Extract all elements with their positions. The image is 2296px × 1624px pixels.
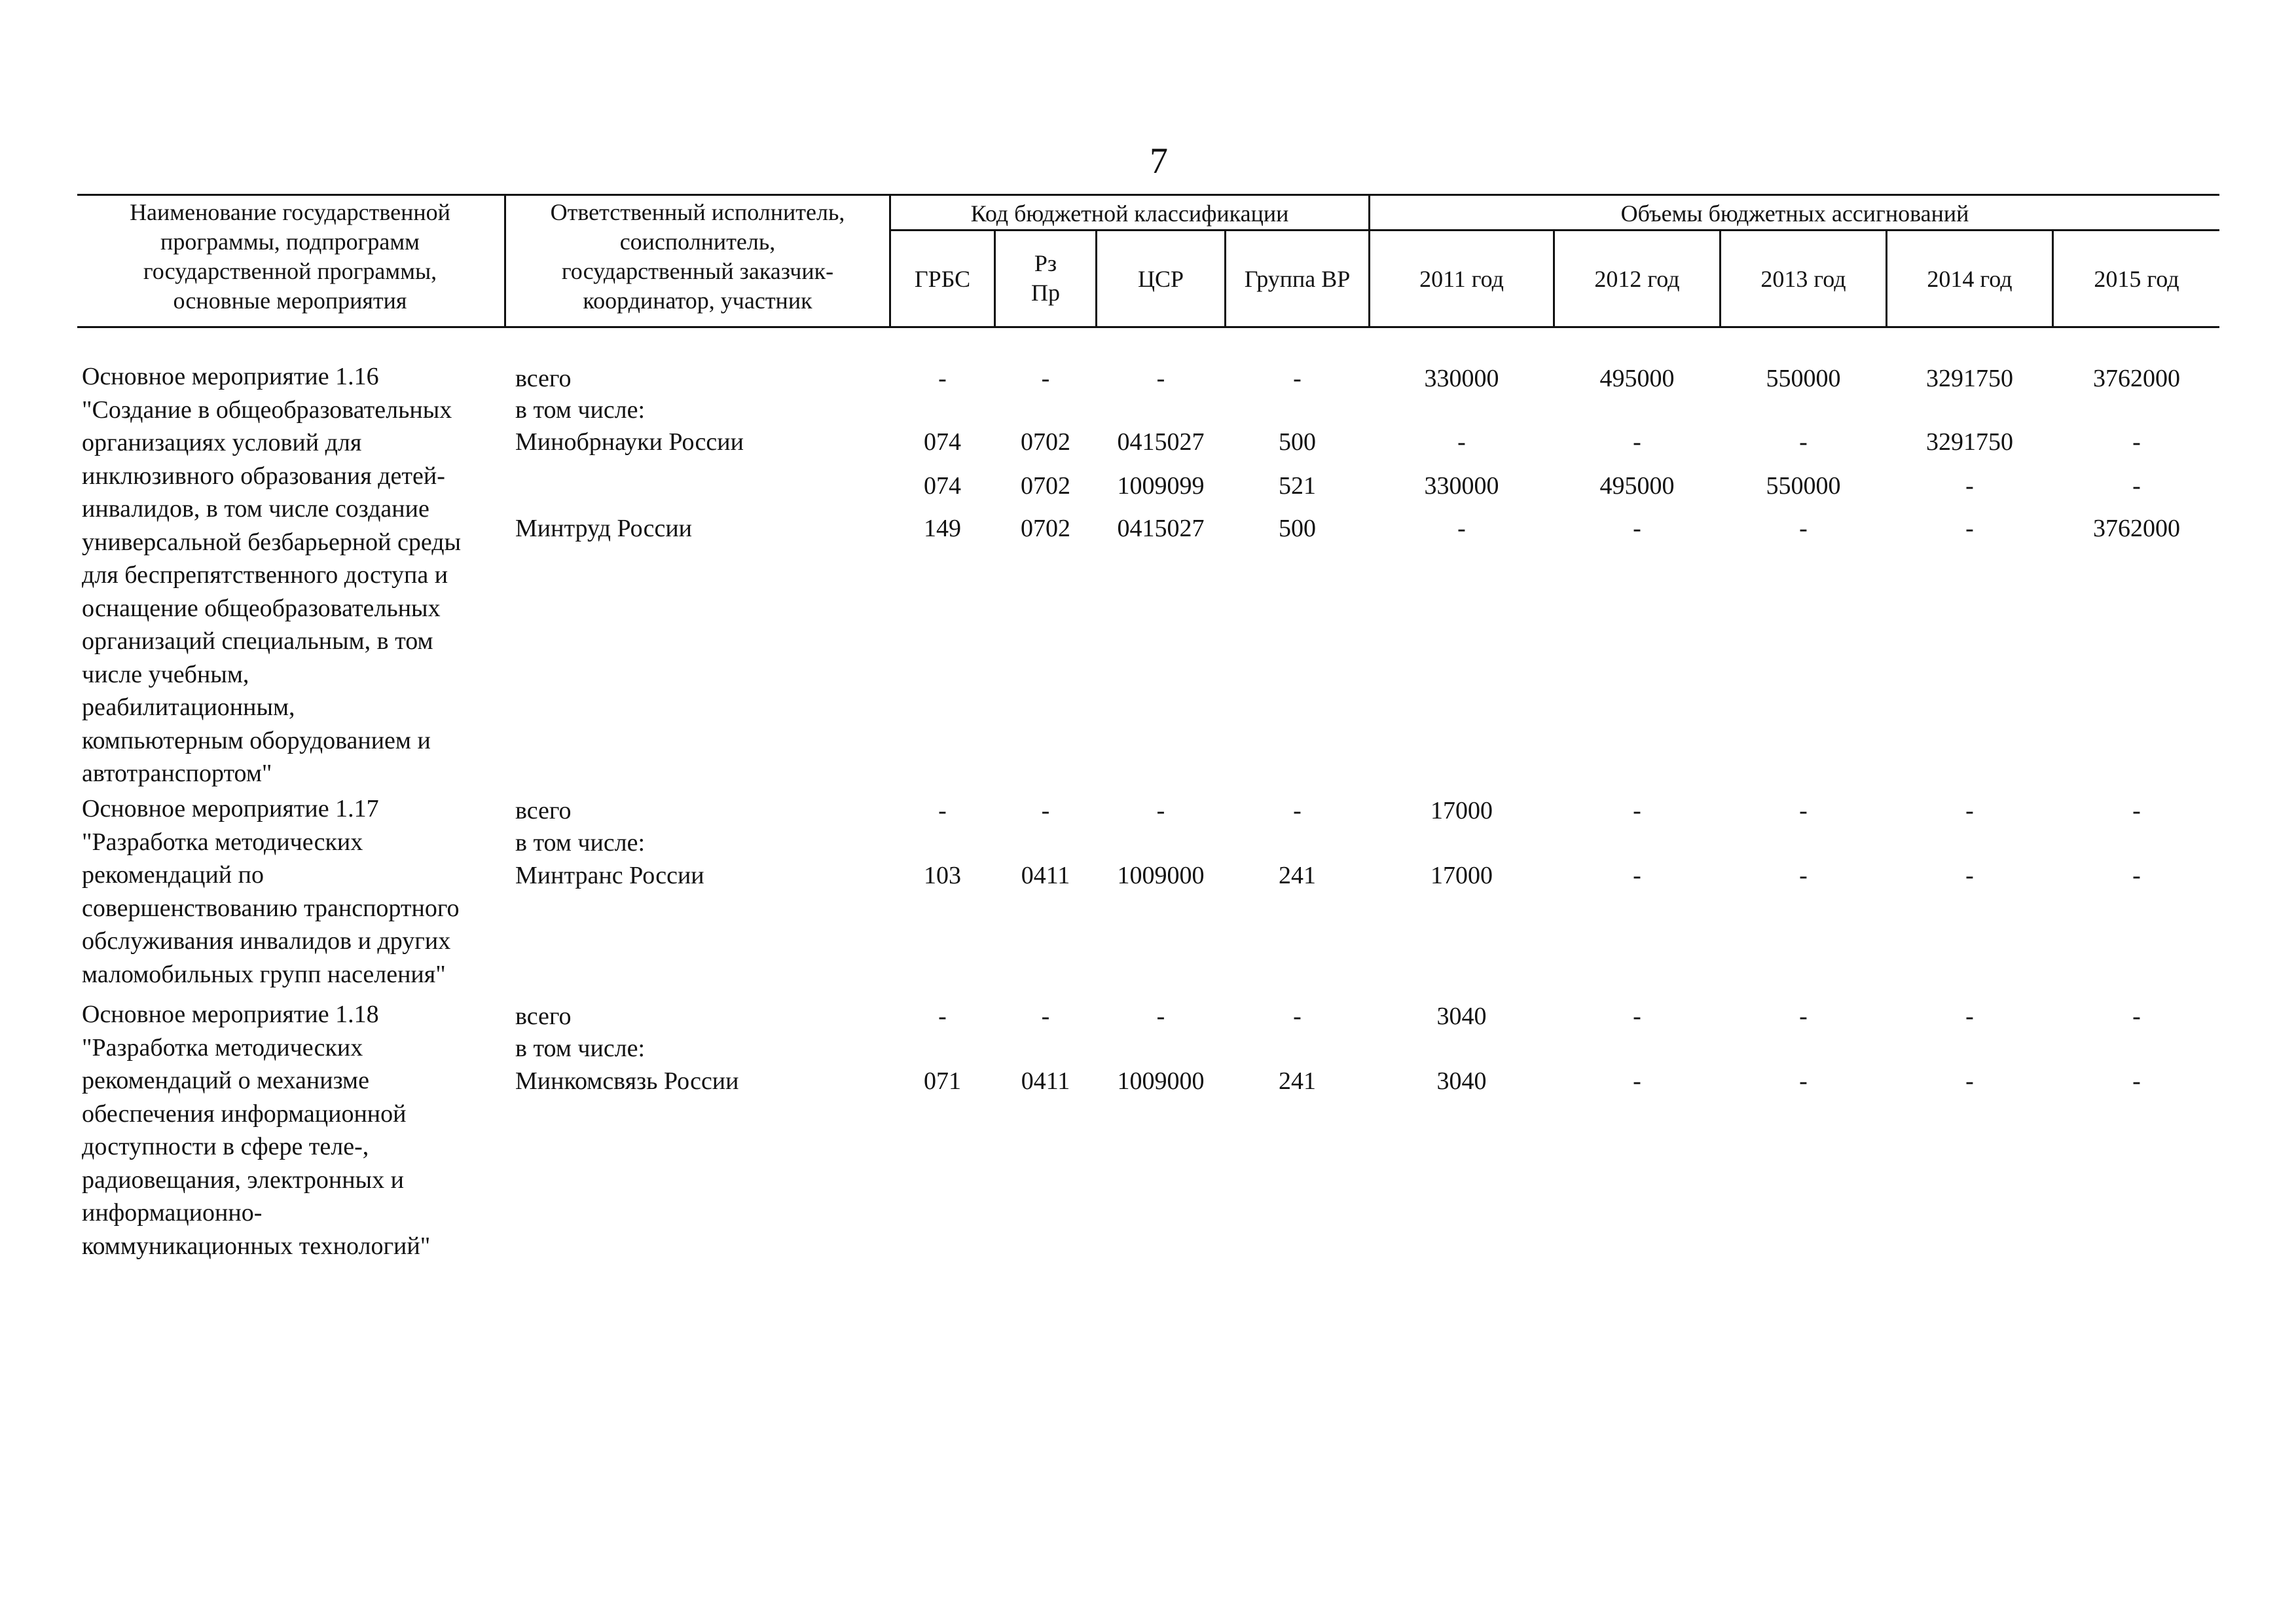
year-2013-cell: - [1799, 797, 1808, 824]
rzpr-cell: 0411 [1021, 1067, 1070, 1095]
rzpr-cell: 0702 [1021, 472, 1070, 500]
vr-cell: - [1293, 797, 1302, 824]
measure-name-line: организаций специальным, в том [82, 627, 433, 655]
vr-cell: 521 [1279, 472, 1316, 500]
executor-cell: в том числе: [515, 1035, 646, 1062]
year-2014-cell: - [1965, 1003, 1974, 1030]
header-name-line: государственной программы, [143, 258, 437, 284]
grbs-cell: 071 [924, 1067, 961, 1095]
measure-name-line: инклюзивного образования детей- [82, 462, 445, 490]
year-2015-cell: - [2132, 1003, 2141, 1030]
vr-cell: - [1293, 365, 1302, 392]
header-name-line: основные мероприятия [173, 287, 407, 314]
year-2013-cell: - [1799, 515, 1808, 542]
grbs-cell: 103 [924, 862, 961, 889]
csr-cell: 1009099 [1117, 472, 1205, 500]
year-2012-cell: - [1633, 1067, 1641, 1095]
measure-name-line: Основное мероприятие 1.16 [82, 363, 379, 390]
year-2014-cell: 3291750 [1926, 428, 2013, 456]
measure-name-line: для беспрепятственного доступа и [82, 561, 448, 589]
measure-name-line: "Разработка методических [82, 828, 363, 856]
measure-name-line: рекомендаций по [82, 861, 264, 889]
csr-cell: 0415027 [1117, 428, 1205, 456]
year-2013-cell: - [1799, 1067, 1808, 1095]
rzpr-cell: - [1041, 797, 1050, 824]
measure-name-line: коммуникационных технологий" [82, 1232, 431, 1260]
header-executor-line: государственный заказчик- [561, 258, 834, 284]
year-2013-cell: 550000 [1766, 365, 1841, 392]
csr-cell: - [1156, 1003, 1165, 1030]
year-2011-cell: - [1457, 428, 1466, 456]
executor-cell: в том числе: [515, 829, 646, 857]
rzpr-cell: 0411 [1021, 862, 1070, 889]
header-csr: ЦСР [1137, 266, 1184, 292]
header-bottom-rule [77, 326, 2219, 328]
measure-name-line: доступности в сфере теле-, [82, 1133, 369, 1160]
measure-name [82, 792, 527, 991]
year-2011-cell: 330000 [1424, 472, 1499, 500]
year-2011-cell: 3040 [1436, 1067, 1487, 1095]
measure-name-line: инвалидов, в том числе создание [82, 495, 429, 523]
measure-name-line: радиовещания, электронных и [82, 1166, 404, 1194]
measure-name-line: компьютерным оборудованием и [82, 726, 431, 754]
year-2013-cell: 550000 [1766, 472, 1841, 500]
measure-name-line: оснащение общеобразовательных [82, 594, 441, 622]
executor-cell: Минобрнауки России [515, 428, 744, 456]
year-2014-cell: - [1965, 472, 1974, 500]
executor-cell: всего [515, 365, 572, 392]
executor-cell: всего [515, 1003, 572, 1030]
grbs-cell: - [938, 797, 947, 824]
vr-cell: 241 [1279, 862, 1316, 889]
year-2015-cell: 3762000 [2093, 515, 2180, 542]
year-2012-cell: - [1633, 797, 1641, 824]
measure-name-line: информационно- [82, 1199, 263, 1227]
year-2011-cell: - [1457, 515, 1466, 542]
csr-cell: - [1156, 797, 1165, 824]
grbs-cell: 074 [924, 428, 961, 456]
header-pr: Пр [1031, 280, 1060, 306]
csr-cell: 0415027 [1117, 515, 1205, 542]
header-year-2015: 2015 год [2094, 266, 2179, 292]
executor-cell: Минкомсвязь России [515, 1067, 739, 1095]
year-2011-cell: 17000 [1430, 862, 1493, 889]
header-grbs: ГРБС [914, 266, 971, 292]
year-2011-cell: 330000 [1424, 365, 1499, 392]
year-2012-cell: - [1633, 862, 1641, 889]
header-year-2013: 2013 год [1760, 266, 1846, 292]
header-executor-line: координатор, участник [583, 287, 812, 314]
header-executor-column [506, 198, 889, 316]
measure-name-line: универсальной безбарьерной среды [82, 528, 462, 556]
measure-name [82, 998, 527, 1263]
year-2014-cell: - [1965, 515, 1974, 542]
header-budget-code-group: Код бюджетной классификации [970, 200, 1289, 227]
executor-cell: Минтранс России [515, 862, 704, 889]
measure-name-line: обслуживания инвалидов и других [82, 927, 451, 955]
vr-cell: 500 [1279, 515, 1316, 542]
vr-cell: 241 [1279, 1067, 1316, 1095]
header-year-2012: 2012 год [1594, 266, 1680, 292]
rzpr-cell: - [1041, 365, 1050, 392]
grbs-cell: 074 [924, 472, 961, 500]
year-2012-cell: 495000 [1599, 365, 1675, 392]
year-2012-cell: 495000 [1599, 472, 1675, 500]
year-2015-cell: 3762000 [2093, 365, 2180, 392]
vr-cell: 500 [1279, 428, 1316, 456]
header-name-line: программы, подпрограмм [160, 229, 420, 255]
year-2012-cell: - [1633, 428, 1641, 456]
year-2015-cell: - [2132, 472, 2141, 500]
page-number: 7 [1150, 141, 1168, 181]
rzpr-cell: 0702 [1021, 515, 1070, 542]
year-2013-cell: - [1799, 1003, 1808, 1030]
header-year-2014: 2014 год [1927, 266, 2013, 292]
header-volume-group: Объемы бюджетных ассигнований [1620, 200, 1969, 227]
header-top-rule [77, 194, 2219, 196]
header-rz: Рз [1034, 250, 1057, 276]
measure-name-line: реабилитационным, [82, 693, 295, 721]
year-2012-cell: - [1633, 1003, 1641, 1030]
header-vr: Группа ВР [1244, 266, 1351, 292]
measure-name-line: "Разработка методических [82, 1033, 363, 1061]
measure-name-line: Основное мероприятие 1.18 [82, 1001, 379, 1028]
year-2013-cell: - [1799, 862, 1808, 889]
csr-cell: 1009000 [1117, 862, 1205, 889]
header-executor-line: Ответственный исполнитель, [550, 199, 845, 225]
measure-name-line: совершенствованию транспортного [82, 894, 460, 922]
grbs-cell: - [938, 1003, 947, 1030]
year-2012-cell: - [1633, 515, 1641, 542]
executor-cell: Минтруд России [515, 515, 693, 542]
year-2015-cell: - [2132, 428, 2141, 456]
executor-cell: всего [515, 797, 572, 824]
measure-name-line: обеспечения информационной [82, 1099, 407, 1128]
grbs-cell: 149 [924, 515, 961, 542]
vr-cell: - [1293, 1003, 1302, 1030]
year-2014-cell: - [1965, 862, 1974, 889]
year-2011-cell: 3040 [1436, 1003, 1487, 1030]
year-2015-cell: - [2132, 862, 2141, 889]
csr-cell: 1009000 [1117, 1067, 1205, 1095]
rzpr-cell: 0702 [1021, 428, 1070, 456]
year-2015-cell: - [2132, 1067, 2141, 1095]
year-2014-cell: - [1965, 1067, 1974, 1095]
measure-name-line: автотранспортом" [82, 760, 272, 787]
year-2014-cell: - [1965, 797, 1974, 824]
year-2013-cell: - [1799, 428, 1808, 456]
measure-name-line: числе учебным, [82, 660, 249, 688]
year-2015-cell: - [2132, 797, 2141, 824]
csr-cell: - [1156, 365, 1165, 392]
measure-name [82, 360, 527, 790]
header-name-column [77, 198, 503, 316]
measure-name-line: "Создание в общеобразовательных [82, 396, 452, 424]
measure-name-line: маломобильных групп населения" [82, 960, 446, 988]
rzpr-cell: - [1041, 1003, 1050, 1030]
measure-name-line: Основное мероприятие 1.17 [82, 795, 379, 822]
measure-name-line: рекомендаций о механизме [82, 1067, 369, 1094]
header-executor-line: соисполнитель, [619, 229, 776, 255]
year-2011-cell: 17000 [1430, 797, 1493, 824]
header-rzpr [996, 249, 1095, 308]
year-2014-cell: 3291750 [1926, 365, 2013, 392]
executor-cell: в том числе: [515, 396, 646, 424]
header-name-line: Наименование государственной [130, 199, 450, 225]
measure-name-line: организациях условий для [82, 429, 362, 456]
header-year-2011: 2011 год [1419, 266, 1504, 292]
grbs-cell: - [938, 365, 947, 392]
